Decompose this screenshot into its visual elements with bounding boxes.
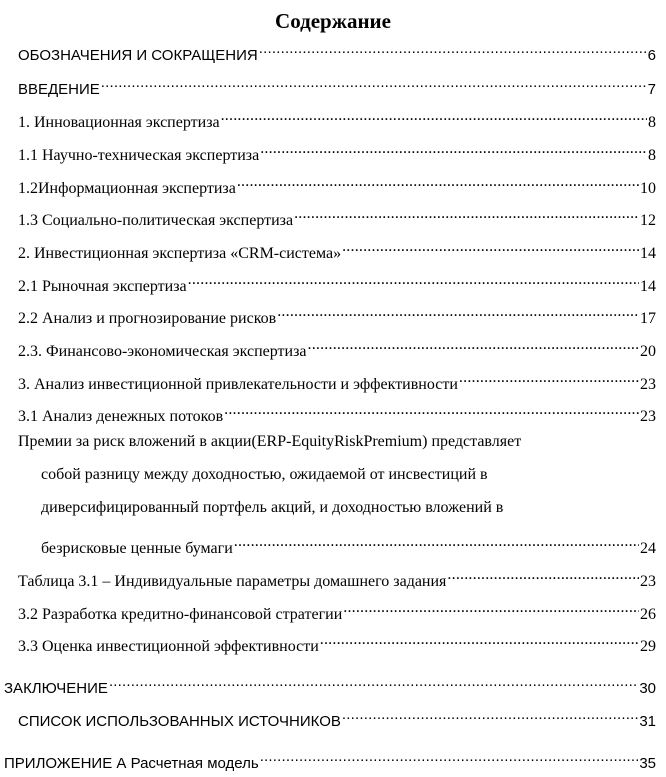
- toc-entry-label: 2.1 Рыночная экспертиза: [18, 278, 187, 295]
- toc-entry-page: 6: [647, 47, 656, 64]
- toc-entry[interactable]: [4, 746, 656, 772]
- dot-leader: [277, 301, 639, 323]
- dot-leader: [459, 367, 639, 389]
- toc-entry[interactable]: [18, 399, 656, 425]
- toc-entry-page: 7: [647, 81, 656, 98]
- toc-entry-label: 2.3. Финансово-экономическая экспертиза: [18, 343, 307, 360]
- toc-entry[interactable]: [18, 236, 656, 262]
- toc-entry[interactable]: [18, 38, 656, 64]
- toc-entry-page: 8: [648, 114, 656, 131]
- dot-leader: [260, 138, 647, 160]
- dot-leader: [294, 203, 639, 225]
- page-title: Содержание: [275, 9, 391, 33]
- toc-entry-page: 17: [640, 310, 656, 327]
- toc-entry-page: 35: [639, 755, 656, 772]
- toc-entry-label: 1.2Информационная экспертиза: [18, 180, 236, 197]
- toc-entry-label: 3. Анализ инвестиционной привлекательности и эффективности: [18, 376, 458, 393]
- toc-entry-label: 3.1 Анализ денежных потоков: [18, 408, 224, 425]
- toc-entry[interactable]: [18, 72, 656, 98]
- toc-entry[interactable]: [18, 138, 656, 164]
- dot-leader: [320, 629, 639, 651]
- dot-leader: [342, 704, 638, 726]
- dot-leader: [188, 269, 639, 291]
- dot-leader: [234, 531, 639, 553]
- toc-entry[interactable]: [18, 564, 656, 590]
- toc-entry-page: 31: [639, 713, 656, 730]
- toc-entry-label: 2. Инвестиционная экспертиза «CRM-система»: [18, 245, 342, 262]
- toc-entry-label: ОБОЗНАЧЕНИЯ И СОКРАЩЕНИЯ: [18, 47, 258, 64]
- toc-entry-page: 26: [640, 606, 656, 623]
- dot-leader: [221, 105, 647, 127]
- toc-paragraph-line: собой разницу между доходностью, ожидаемой от инсвестиций в: [41, 466, 488, 483]
- dot-leader: [259, 38, 647, 60]
- dot-leader: [237, 171, 639, 193]
- toc-entry-label: 1.3 Социально-политическая экспертиза: [18, 212, 294, 229]
- toc-entry-page: 14: [640, 245, 656, 262]
- dot-leader: [308, 334, 640, 356]
- toc-entry-label: СПИСОК ИСПОЛЬЗОВАННЫХ ИСТОЧНИКОВ: [18, 713, 341, 730]
- toc-entry-label: Таблица 3.1 – Индивидуальные параметры домашнего задания: [18, 573, 447, 590]
- toc-entry-page: 24: [640, 540, 656, 557]
- toc-entry-page: 29: [640, 638, 656, 655]
- toc-entry[interactable]: [18, 105, 656, 131]
- toc-entry-page: 23: [640, 408, 656, 425]
- dot-leader: [447, 564, 639, 586]
- toc-entry-page: 30: [639, 680, 656, 697]
- dot-leader: [342, 236, 639, 258]
- toc-entry-label: 3.3 Оценка инвестиционной эффективности: [18, 638, 319, 655]
- toc-entry[interactable]: [18, 171, 656, 197]
- toc-entry-label: 3.2 Разработка кредитно-финансовой стратегии: [18, 606, 343, 623]
- toc-entry[interactable]: [18, 269, 656, 295]
- toc-entry-label: 1.1 Научно-техническая экспертиза: [18, 147, 260, 164]
- toc-paragraph-line: диверсифицированный портфель акций, и доходностью вложений в: [41, 499, 504, 516]
- toc-entry[interactable]: [18, 367, 656, 393]
- toc-entry[interactable]: [18, 704, 656, 730]
- toc-entry-page: 23: [640, 376, 656, 393]
- dot-leader: [224, 399, 639, 421]
- toc-entry[interactable]: [18, 334, 656, 360]
- toc-entry-label: ВВЕДЕНИЕ: [18, 81, 100, 98]
- toc-entry[interactable]: [18, 597, 656, 623]
- toc-entry[interactable]: [18, 629, 656, 655]
- toc-entry-label: ЗАКЛЮЧЕНИЕ: [4, 680, 108, 697]
- toc-entry-label: ПРИЛОЖЕНИЕ А Расчетная модель: [4, 755, 259, 772]
- toc-paragraph-line: Премии за риск вложений в акции(ERP-EquityRiskPremium) представляет: [18, 433, 522, 450]
- toc-entry-page: 14: [640, 278, 656, 295]
- toc-entry-page: 12: [640, 212, 656, 229]
- toc-entry[interactable]: [18, 203, 656, 229]
- toc-entry-label: 1. Инновационная экспертиза: [18, 114, 220, 131]
- toc-entry[interactable]: [4, 671, 656, 697]
- toc-paragraph-last-line: [41, 531, 656, 557]
- toc-entry[interactable]: [18, 301, 656, 327]
- toc-entry-page: 23: [640, 573, 656, 590]
- toc-entry-label: 2.2 Анализ и прогнозирование рисков: [18, 310, 277, 327]
- dot-leader: [260, 746, 639, 768]
- toc-entry-label: безрисковые ценные бумаги: [41, 540, 233, 557]
- toc-entry-page: 20: [640, 343, 656, 360]
- toc-entry-page: 10: [640, 180, 656, 197]
- toc-entry-page: 8: [648, 147, 656, 164]
- dot-leader: [343, 597, 639, 619]
- dot-leader: [101, 72, 647, 94]
- dot-leader: [109, 671, 638, 693]
